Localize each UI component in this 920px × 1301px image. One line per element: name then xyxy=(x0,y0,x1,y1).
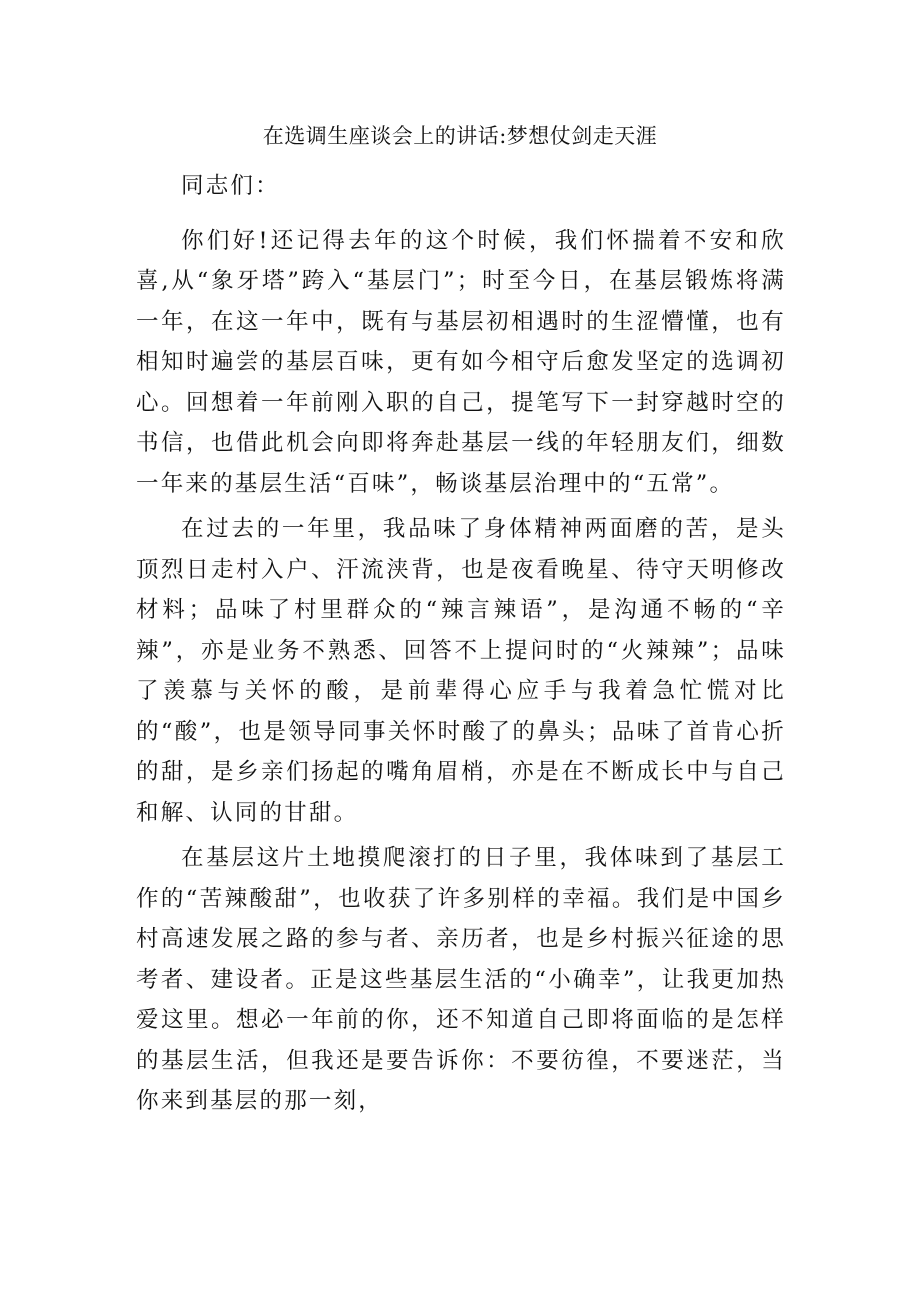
paragraph-2: 在过去的一年里，我品味了身体精神两面磨的苦，是头顶烈日走村入户、汗流浃背，也是夜看晚星、待守天明修改材料；品味了村里群众的“辣言辣语”，是沟通不畅的“辛辣”，亦是业务不熟悉、回答不上提问时的“火辣辣”；品味了羡慕与关怀的酸，是前辈得心应手与我着急忙慌对比的“酸”，也是领导同事关怀时酸了的鼻头；品味了首肯心折的甜，是乡亲们扬起的嘴角眉梢，亦是在不断成长中与自己和解、认同的甘甜。 xyxy=(136,516,786,826)
paragraph-3: 在基层这片土地摸爬滚打的日子里，我体味到了基层工作的“苦辣酸甜”，也收获了许多别样的幸福。我们是中国乡村高速发展之路的参与者、亲历者，也是乡村振兴征途的思考者、建设者。正是这些基层生活的“小确幸”，让我更加热爱这里。想必一年前的你，还不知道自己即将面临的是怎样的基层生活，但我还是要告诉你：不要彷徨，不要迷茫，当你来到基层的那一刻， xyxy=(136,845,786,1114)
document-body xyxy=(136,166,786,1127)
document-title: 在选调生座谈会上的讲话:梦想仗剑走天涯 xyxy=(262,124,658,148)
paragraph-1: 你们好!还记得去年的这个时候，我们怀揣着不安和欣喜,从“象牙塔”跨入“基层门”；时至今日，在基层锻炼将满一年，在这一年中，既有与基层初相遇时的生涩懵懂，也有相知时遍尝的基层百味，更有如今相守后愈发坚定的选调初心。回想着一年前刚入职的自己，提笔写下一封穿越时空的书信，也借此机会向即将奔赴基层一线的年轻朋友们，细数一年来的基层生活“百味”，畅谈基层治理中的“五常”。 xyxy=(136,227,786,497)
salutation: 同志们： xyxy=(181,173,280,199)
